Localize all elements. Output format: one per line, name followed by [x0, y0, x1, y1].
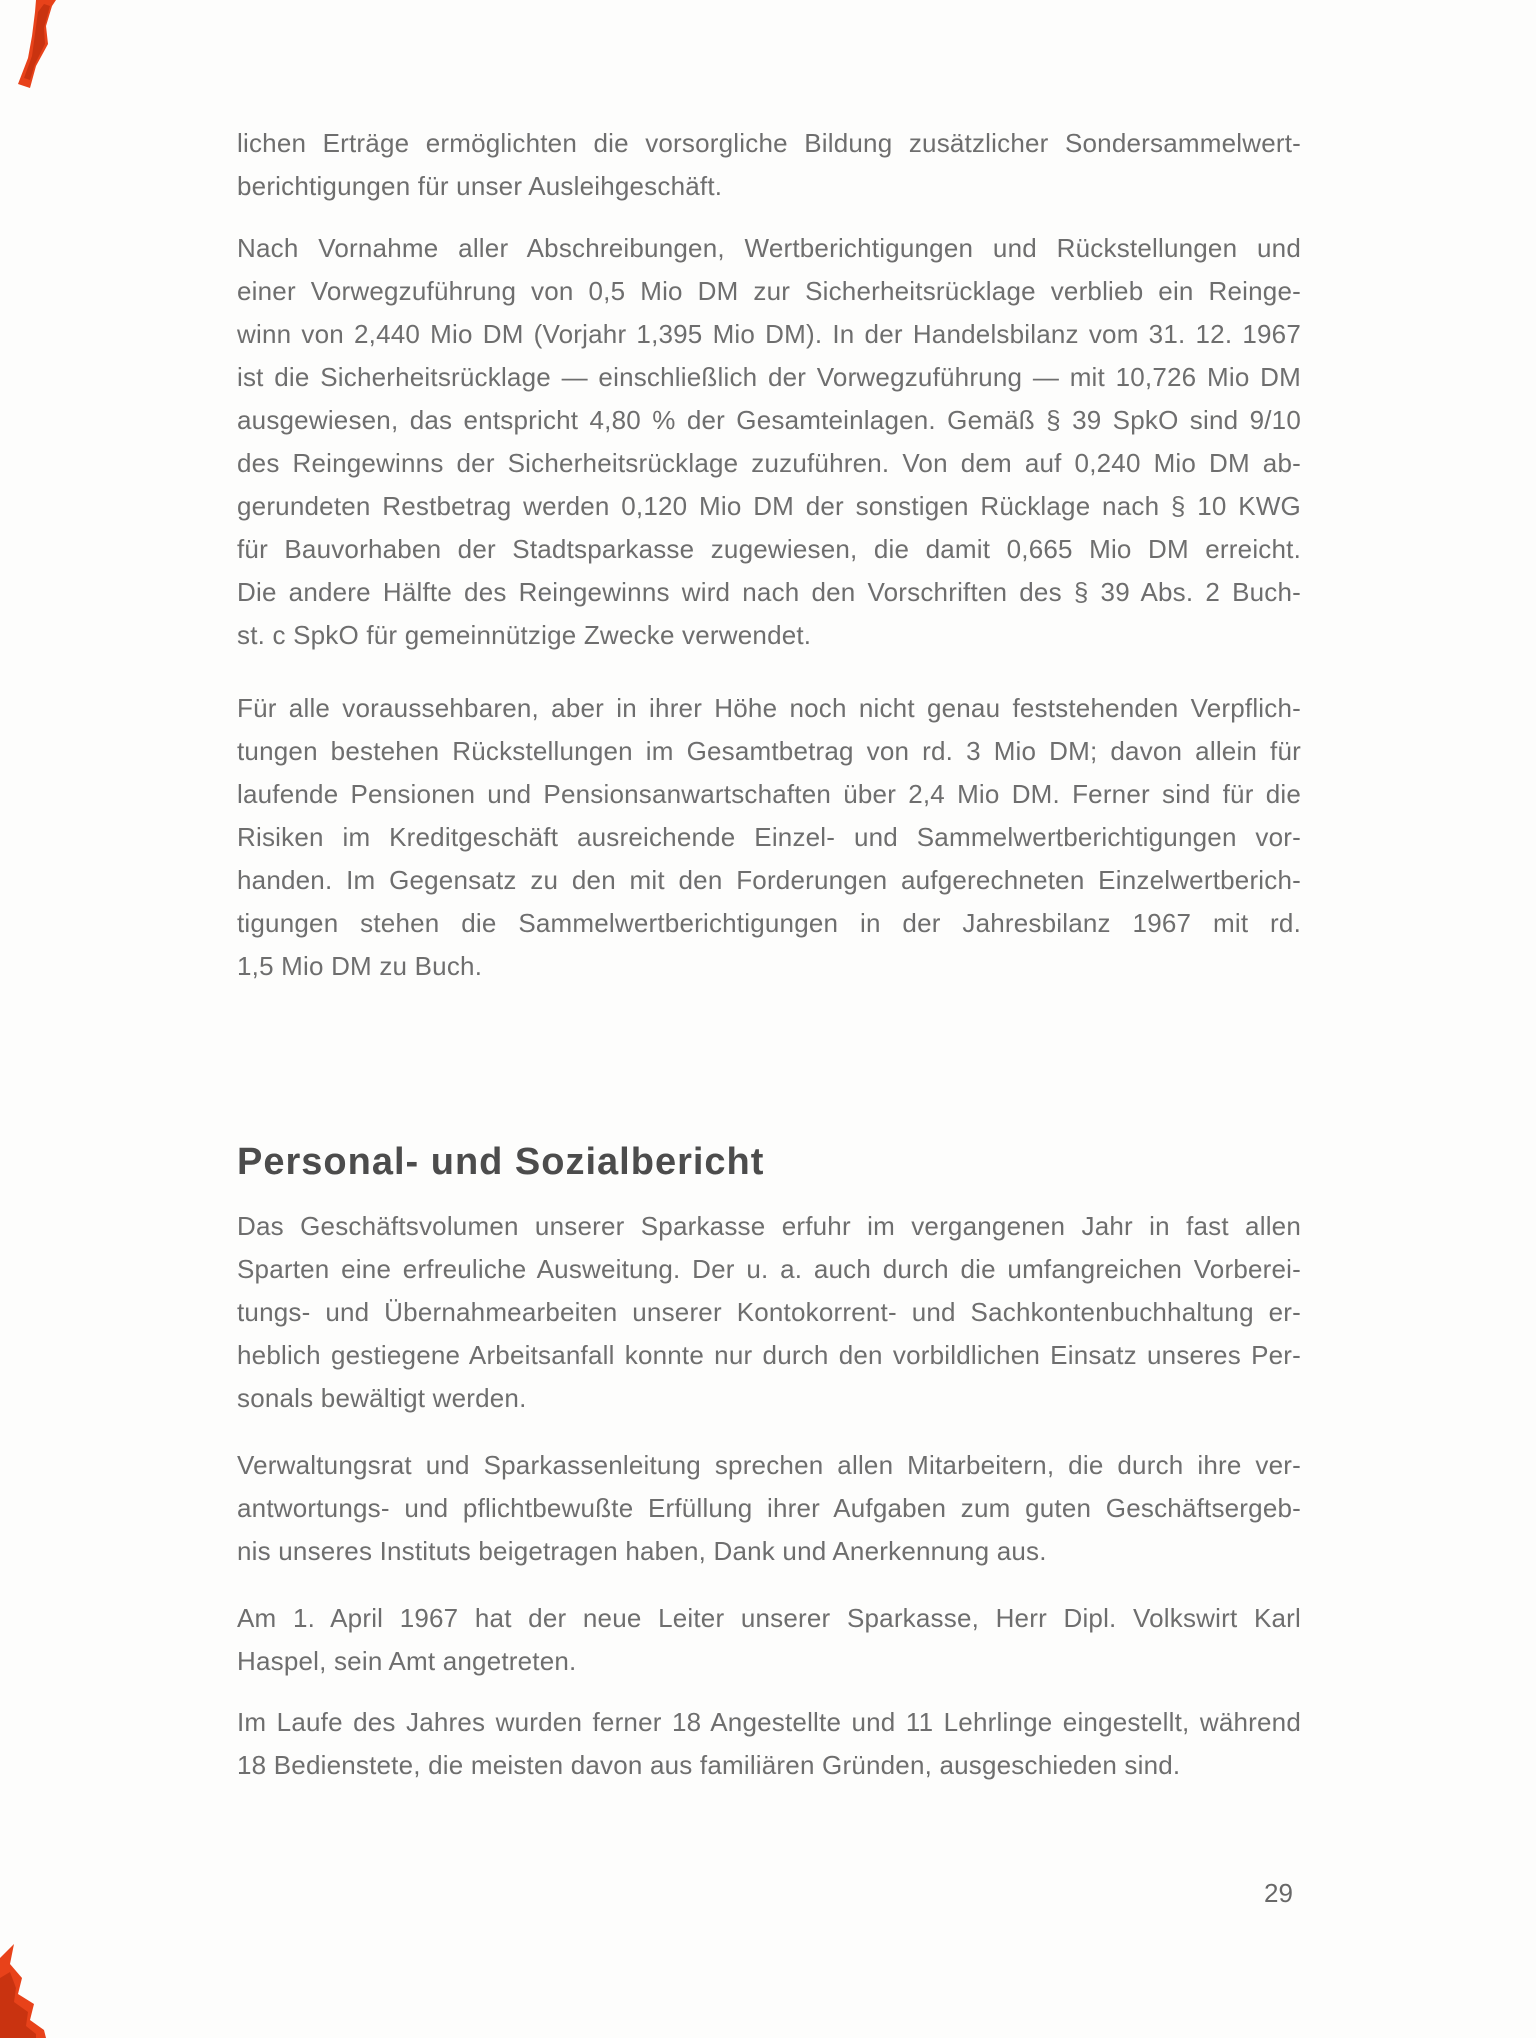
text-line: Im Laufe des Jahres wurden ferner 18 Angestellte und 11 Lehrlinge eingestellt, während: [237, 1707, 1301, 1737]
text-line: einer Vorwegzuführung von 0,5 Mio DM zur Sicherheitsrücklage verblieb ein Reinge-: [237, 276, 1301, 306]
text-line: Für alle voraussehbaren, aber in ihrer Höhe noch nicht genau feststehenden Verpflich-: [237, 693, 1301, 723]
text-line: Verwaltungsrat und Sparkassenleitung sprechen allen Mitarbeitern, die durch ihre ver-: [237, 1450, 1301, 1480]
paragraph-dank: [237, 1444, 1301, 1573]
section-heading: Personal- und Sozialbericht: [237, 1141, 765, 1183]
paragraph-rueckstellungen: [237, 687, 1301, 988]
text-line: Risiken im Kreditgeschäft ausreichende Einzel- und Sammelwertberichtigungen vor-: [237, 822, 1301, 852]
text-line: heblich gestiegene Arbeitsanfall konnte nur durch den vorbildlichen Einsatz unseres Per-: [237, 1340, 1301, 1370]
red-scan-mark-top-left: [8, 0, 68, 92]
text-line: tungs- und Übernahmearbeiten unserer Kontokorrent- und Sachkontenbuchhaltung er-: [237, 1297, 1301, 1327]
text-line: gerundeten Restbetrag werden 0,120 Mio DM der sonstigen Rücklage nach § 10 KWG: [237, 491, 1301, 521]
text-line: Haspel, sein Amt angetreten.: [237, 1646, 577, 1676]
text-line: handen. Im Gegensatz zu den mit den Forderungen aufgerechneten Einzelwertberich-: [237, 865, 1301, 895]
page-number: 29: [1264, 1878, 1293, 1908]
text-line: nis unseres Instituts beigetragen haben, Dank und Anerkennung aus.: [237, 1536, 1047, 1566]
text-line: antwortungs- und pflichtbewußte Erfüllung ihrer Aufgaben zum guten Geschäftsergeb-: [237, 1493, 1301, 1523]
text-line: laufende Pensionen und Pensionsanwartschaften über 2,4 Mio DM. Ferner sind für die: [237, 779, 1301, 809]
text-line: Das Geschäftsvolumen unserer Sparkasse erfuhr im vergangenen Jahr in fast allen: [237, 1211, 1301, 1241]
text-line: berichtigungen für unser Ausleihgeschäft.: [237, 171, 723, 201]
text-line: winn von 2,440 Mio DM (Vorjahr 1,395 Mio DM). In der Handelsbilanz vom 31. 12. 1967: [237, 319, 1301, 349]
text-line: st. c SpkO für gemeinnützige Zwecke verwendet.: [237, 620, 812, 650]
paragraph-neuer-leiter: [237, 1597, 1301, 1683]
red-scan-mark-bottom-left: [0, 1938, 60, 2038]
text-line: tigungen stehen die Sammelwertberichtigungen in der Jahresbilanz 1967 mit rd.: [237, 908, 1301, 938]
paragraph-geschaeftsvolumen: [237, 1205, 1301, 1420]
text-line: ausgewiesen, das entspricht 4,80 % der Gesamteinlagen. Gemäß § 39 SpkO sind 9/10: [237, 405, 1301, 435]
text-line: Am 1. April 1967 hat der neue Leiter unserer Sparkasse, Herr Dipl. Volkswirt Karl: [237, 1603, 1301, 1633]
text-line: sonals bewältigt werden.: [237, 1383, 527, 1413]
text-line: lichen Erträge ermöglichten die vorsorgliche Bildung zusätzlicher Sondersammelwert-: [237, 128, 1301, 158]
text-line: 1,5 Mio DM zu Buch.: [237, 951, 483, 981]
paragraph-personalbewegung: [237, 1701, 1301, 1787]
text-line: Die andere Hälfte des Reingewinns wird nach den Vorschriften des § 39 Abs. 2 Buch-: [237, 577, 1301, 607]
paragraph-continuation: [237, 122, 1301, 208]
text-line: Sparten eine erfreuliche Ausweitung. Der u. a. auch durch die umfangreichen Vorberei-: [237, 1254, 1301, 1284]
text-line: 18 Bedienstete, die meisten davon aus familiären Gründen, ausgeschieden sind.: [237, 1750, 1181, 1780]
text-line: für Bauvorhaben der Stadtsparkasse zugewiesen, die damit 0,665 Mio DM erreicht.: [237, 534, 1301, 564]
text-line: tungen bestehen Rückstellungen im Gesamtbetrag von rd. 3 Mio DM; davon allein für: [237, 736, 1301, 766]
text-line: Nach Vornahme aller Abschreibungen, Wertberichtigungen und Rückstellungen und: [237, 233, 1301, 263]
paragraph-reingewinn: [237, 227, 1301, 657]
text-line: ist die Sicherheitsrücklage — einschließlich der Vorwegzuführung — mit 10,726 Mio DM: [237, 362, 1301, 392]
text-column: [237, 122, 1301, 1811]
text-line: des Reingewinns der Sicherheitsrücklage zuzuführen. Von dem auf 0,240 Mio DM ab-: [237, 448, 1301, 478]
